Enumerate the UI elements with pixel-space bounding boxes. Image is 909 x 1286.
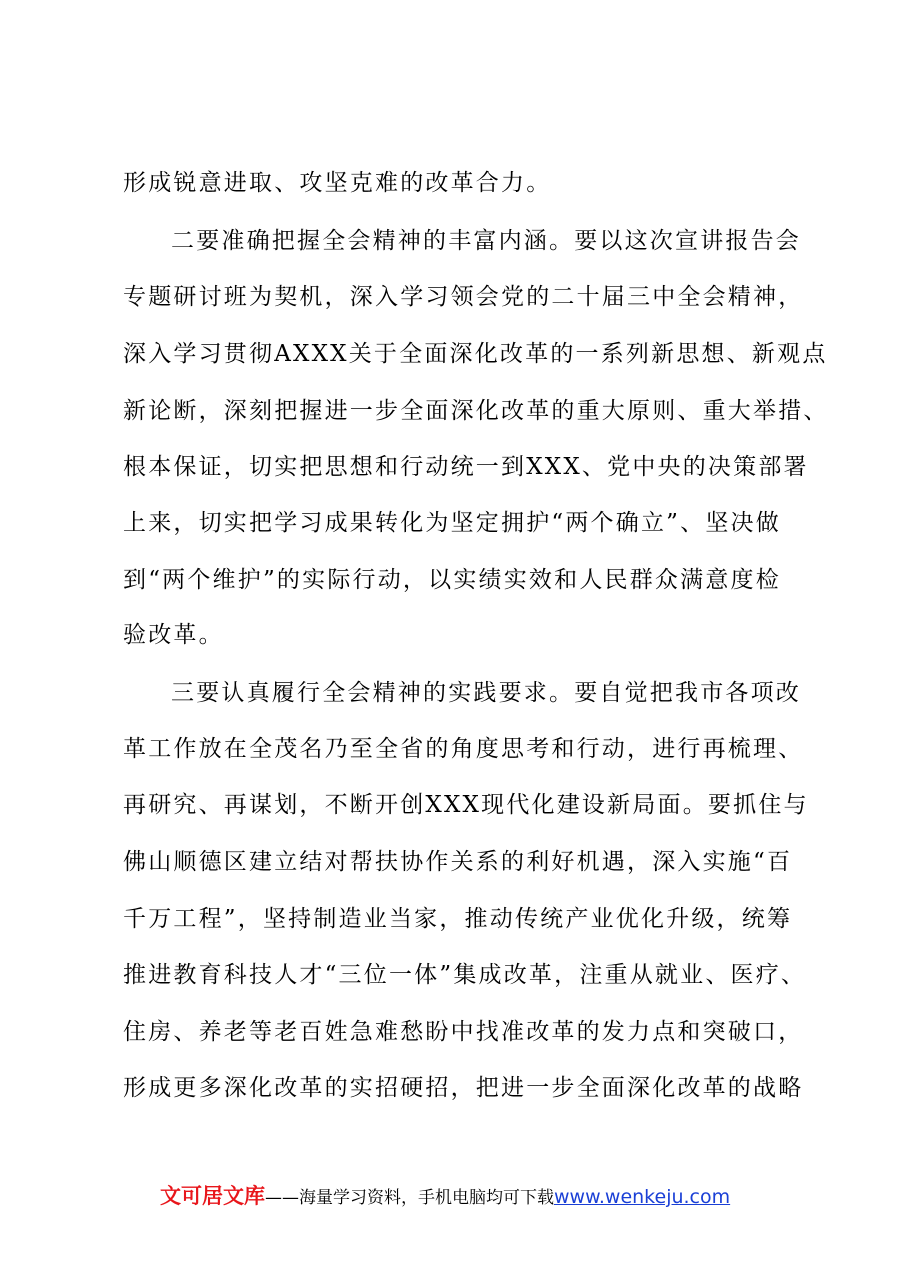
paragraph-line: 深入学习贯彻AXXX关于全面深化改革的一系列新思想、新观点	[123, 341, 828, 367]
paragraph-line: 新论断，深刻把握进一步全面深化改革的重大原则、重大举措、	[123, 398, 829, 424]
paragraph-line: 推进教育科技人才“三位一体”集成改革，注重从就业、医疗、	[123, 962, 807, 988]
footer-brand: 文可居文库	[160, 1184, 265, 1208]
paragraph-line: 二要准确把握全会精神的丰富内涵。要以这次宣讲报告会	[171, 228, 801, 254]
paragraph-line: 到“两个维护”的实际行动，以实绩实效和人民群众满意度检	[123, 567, 781, 593]
paragraph-line: 专题研讨班为契机，深入学习领会党的二十届三中全会精神，	[123, 284, 804, 310]
paragraph-line: 形成锐意进取、攻坚克难的改革合力。	[123, 170, 552, 196]
paragraph-line: 革工作放在全茂名乃至全省的角度思考和行动，进行再梳理、	[123, 736, 804, 762]
paragraph-line: 千万工程”，坚持制造业当家，推动传统产业优化升级，统筹	[123, 906, 793, 932]
paragraph-line: 上来，切实把学习成果转化为坚定拥护“两个确立”、坚决做	[123, 510, 781, 536]
paragraph-line: 住房、养老等老百姓急难愁盼中找准改革的发力点和突破口，	[123, 1019, 804, 1045]
paragraph-line: 再研究、再谋划，不断开创XXX现代化建设新局面。要抓住与	[123, 792, 809, 818]
paragraph-line: 根本保证，切实把思想和行动统一到XXX、党中央的决策部署	[123, 454, 809, 480]
footer-website-link[interactable]: www.wenkeju.com	[554, 1186, 731, 1208]
footer-tagline: ——海量学习资料，手机电脑均可下载	[265, 1188, 554, 1208]
paragraph-line: 形成更多深化改革的实招硬招，把进一步全面深化改革的战略	[123, 1075, 804, 1101]
paragraph-line: 佛山顺德区建立结对帮扶协作关系的利好机遇，深入实施“百	[123, 849, 793, 875]
paragraph-line: 验改革。	[123, 622, 224, 648]
page-footer	[160, 1180, 730, 1212]
paragraph-line: 三要认真履行全会精神的实践要求。要自觉把我市各项改	[171, 680, 801, 706]
